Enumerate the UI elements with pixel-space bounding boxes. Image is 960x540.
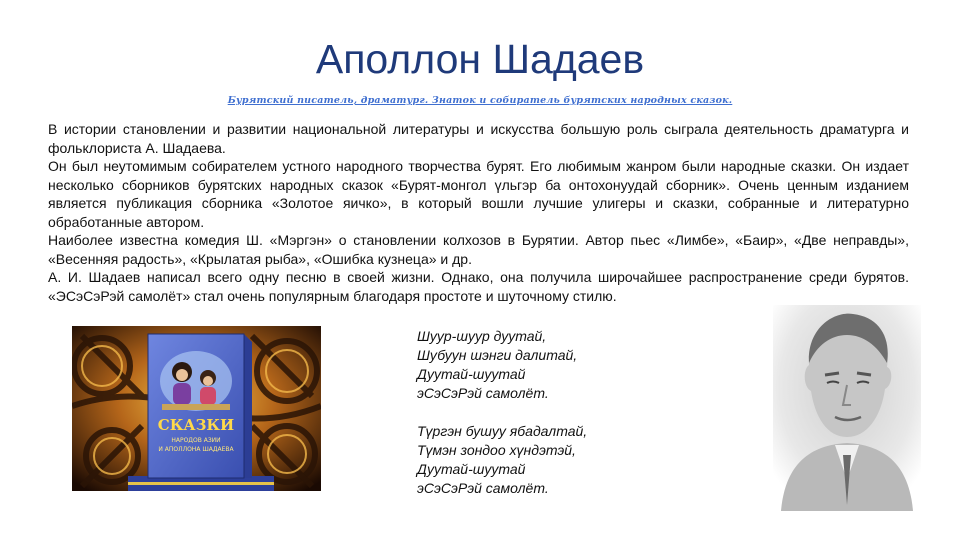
book-cover-subtitle: НАРОДОВ АЗИИ	[171, 437, 221, 444]
biography-text	[48, 120, 909, 305]
book-illustration	[72, 326, 321, 491]
poem-line: Шубуун шэнги далитай,	[417, 347, 578, 363]
paragraph: Он был неутомимым собирателем устного народного творчества бурят. Его любимым жанром были народные сказки. Он издает несколько сборников бурятских народных сказок «Бурят-монгол үльгэр ба онтохонуудай сборник». Очень ценным изданием является публикация сборника «Золотое яичко», в который вошли лучшие улигеры и сказки, собранные и литературно обработанные автором.	[48, 158, 909, 230]
song-lyrics	[417, 327, 677, 517]
paragraph: А. И. Шадаев написал всего одну песню в своей жизни. Однако, она получила широчайшее распространение среди бурятов. «ЭСэСэРэй самолёт» стал очень популярным благодаря простоте и шуточному стилю.	[48, 269, 909, 304]
paragraph: Наиболее известна комедия Ш. «Мэргэн» о становлении колхозов в Бурятии. Автор пьес «Лимбе», «Баир», «Две неправды», «Весенняя радость», «Крылатая рыба», «Ошибка кузнеца» и др.	[48, 232, 909, 267]
poem-line: Дуутай-шуутай	[417, 366, 526, 382]
slide-subtitle: Бурятский писатель, драматург. Знаток и собиратель бурятских народных сказок.	[227, 95, 733, 106]
stanza	[417, 422, 677, 498]
poem-line: Шуур-шуур дуутай,	[417, 328, 547, 344]
stanza	[417, 327, 677, 403]
poem-line: эСэСэРэй самолёт.	[417, 385, 549, 401]
poem-line: Түмэн зондоо хүндэтэй,	[417, 442, 576, 458]
book-cover-title: СКАЗКИ	[157, 416, 235, 434]
portrait-illustration	[773, 305, 921, 511]
paragraph: В истории становлении и развитии национальной литературы и искусства большую роль сыграла деятельность драматурга и фольклориста А. Шадаева.	[48, 121, 909, 156]
book-cover-subtitle: И АПОЛЛОНА ШАДАЕВА	[158, 446, 234, 453]
poem-line: эСэСэРэй самолёт.	[417, 480, 549, 496]
poem-line: Дуутай-шуутай	[417, 461, 526, 477]
slide-title: Аполлон Шадаев	[315, 36, 645, 82]
book-cover-image	[72, 326, 321, 491]
poem-line: Түргэн бушуу ябадалтай,	[417, 423, 588, 439]
author-portrait	[773, 305, 921, 511]
